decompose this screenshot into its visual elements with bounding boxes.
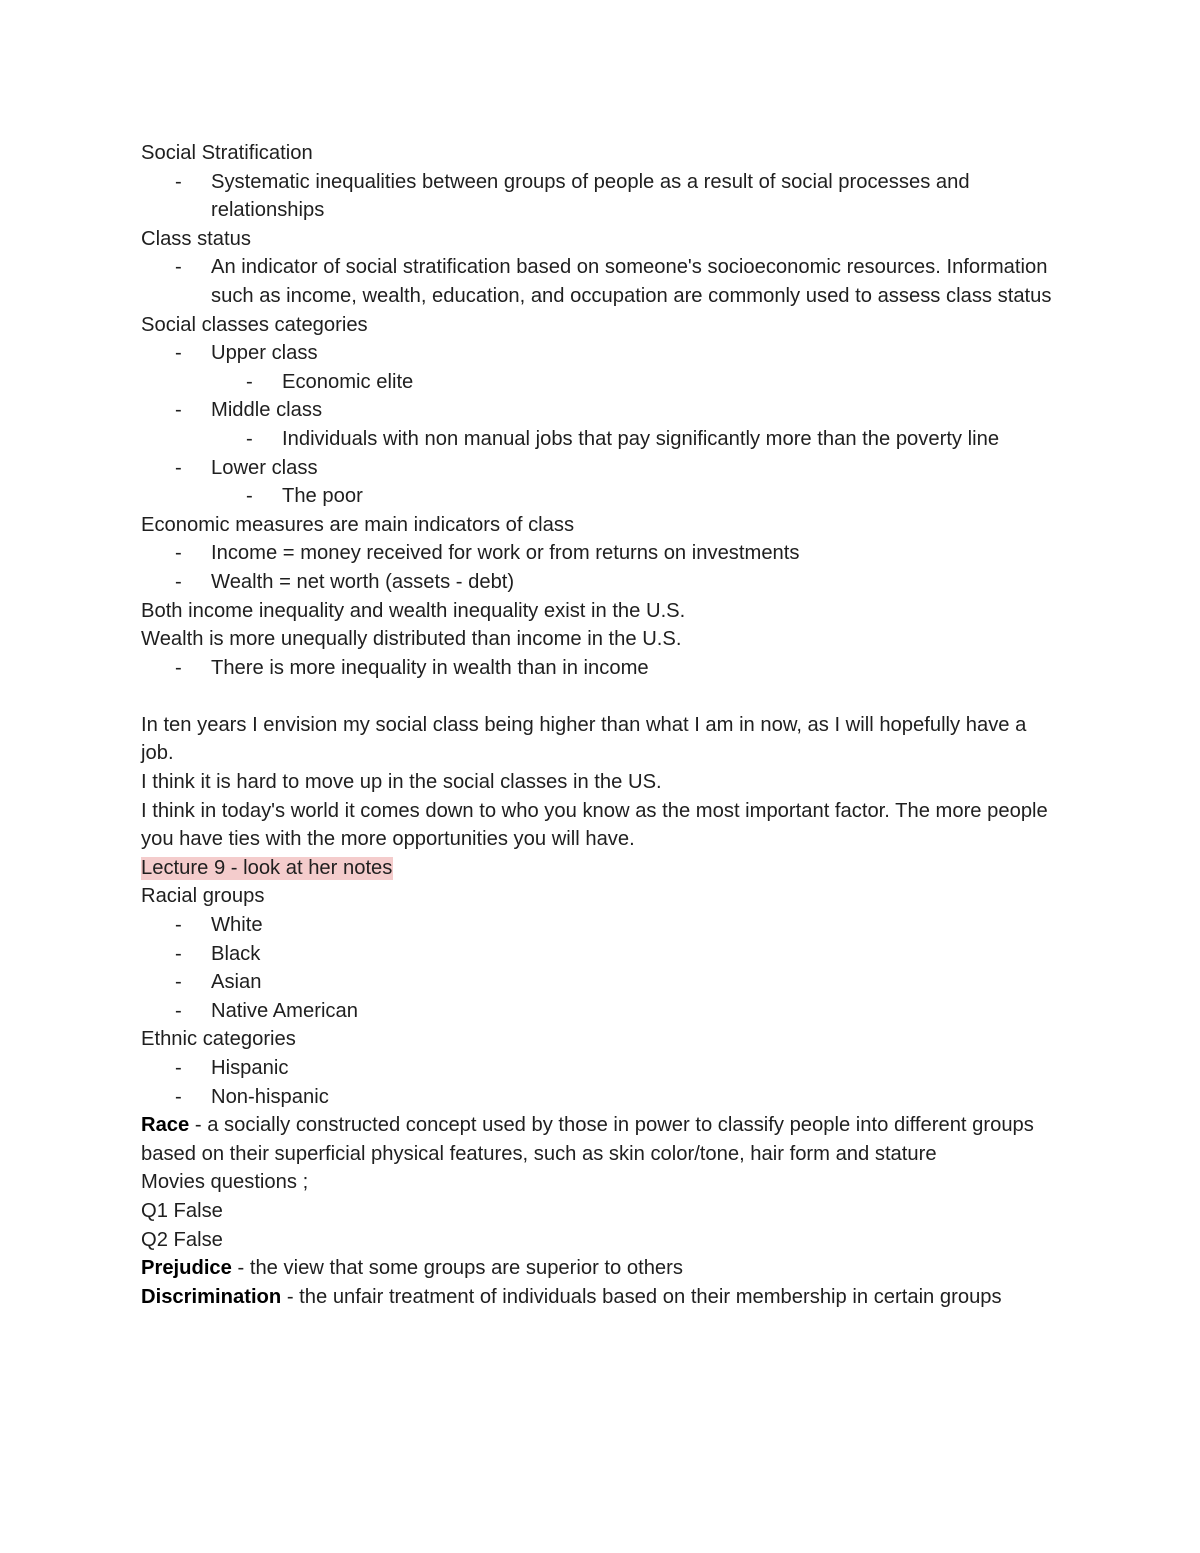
highlighted-lecture-note: Lecture 9 - look at her notes (141, 856, 393, 879)
list-dash: - (175, 656, 182, 679)
list-item (141, 396, 1061, 425)
list-item (141, 539, 1061, 568)
list-item (141, 997, 1061, 1026)
lecture-note-line (141, 854, 1061, 883)
list-item-text: Non-hispanic (211, 1085, 329, 1108)
list-dash: - (175, 1085, 182, 1108)
term-discrimination: Discrimination (141, 1285, 282, 1308)
heading-racial-groups: Racial groups (141, 885, 265, 908)
definition-prejudice (141, 1254, 1061, 1283)
list-item-text: Lower class (211, 456, 318, 479)
list-dash: - (175, 971, 182, 994)
list-dash: - (246, 370, 253, 393)
list-item-text: There is more inequality in wealth than in income (211, 656, 649, 679)
heading-ethnic-categories: Ethnic categories (141, 1028, 296, 1051)
paragraph-reflection-1: In ten years I envision my social class being higher than what I am in now, as I will hopefully have a job. (141, 713, 1027, 765)
list-item-text: Hispanic (211, 1057, 289, 1079)
list-item-text: Income = money received for work or from returns on investments (211, 542, 800, 565)
sub-list-item (141, 368, 1061, 397)
heading-class-status: Class status (141, 227, 251, 250)
list-item (141, 339, 1061, 368)
document-page (141, 139, 1061, 1311)
list-item-text: Black (211, 942, 261, 965)
list-item-text: Asian (211, 971, 262, 994)
heading-movies-questions: Movies questions ; (141, 1171, 309, 1194)
list-dash: - (175, 999, 182, 1022)
list-item-text: An indicator of social stratification based on someone's socioeconomic resources. Information such as income, wealth, education, and occupation are commonly used to assess class status (211, 256, 1052, 307)
heading-wealth-unequal: Wealth is more unequally distributed than income in the U.S. (141, 628, 682, 651)
list-dash: - (175, 542, 182, 565)
list-item-text: Upper class (211, 342, 318, 365)
list-item-text: Native American (211, 999, 358, 1022)
definition-prejudice-text: - the view that some groups are superior to others (231, 1257, 683, 1280)
definition-race (141, 1111, 1061, 1168)
list-item-text: Middle class (211, 399, 323, 422)
list-item (141, 911, 1061, 940)
list-item-text: Systematic inequalities between groups of people as a result of social processes and relationships (211, 170, 970, 222)
list-item-text: Wealth = net worth (assets - debt) (211, 570, 515, 593)
list-dash: - (175, 1057, 182, 1079)
definition-discrimination (141, 1283, 1061, 1312)
paragraph-both-income: Both income inequality and wealth inequality exist in the U.S. (141, 599, 686, 622)
list-dash: - (175, 170, 182, 193)
definition-race-text: - a socially constructed concept used by those in power to classify people into different groups based on their superficial physical features, such as skin color/tone, hair form and stature (141, 1114, 1034, 1165)
answer-q1: Q1 False (141, 1199, 223, 1222)
sub-list-item-text: Economic elite (282, 370, 414, 393)
term-prejudice: Prejudice (141, 1257, 232, 1280)
list-dash: - (246, 485, 253, 508)
definition-discrimination-text: - the unfair treatment of individuals based on their membership in certain groups (281, 1285, 1002, 1308)
list-item-text: White (211, 914, 263, 937)
list-item (141, 1083, 1061, 1112)
term-race: Race (141, 1114, 190, 1137)
heading-economic-measures: Economic measures are main indicators of class (141, 513, 575, 536)
list-item (141, 454, 1061, 483)
list-item (141, 940, 1061, 969)
list-item (141, 568, 1061, 597)
list-item (141, 253, 1061, 310)
list-item (141, 168, 1061, 225)
list-dash: - (175, 256, 182, 279)
list-dash: - (175, 342, 182, 365)
sub-list-item (141, 425, 1061, 454)
list-dash: - (175, 914, 182, 937)
list-dash: - (246, 427, 253, 450)
paragraph-reflection-2: I think it is hard to move up in the social classes in the US. (141, 771, 662, 794)
heading-social-classes: Social classes categories (141, 313, 368, 336)
list-item (141, 1054, 1061, 1083)
list-dash: - (175, 399, 182, 422)
sub-list-item-text: Individuals with non manual jobs that pay significantly more than the poverty line (282, 427, 1000, 450)
heading-social-stratification: Social Stratification (141, 142, 313, 164)
list-dash: - (175, 570, 182, 593)
list-dash: - (175, 456, 182, 479)
list-item (141, 968, 1061, 997)
list-item (141, 654, 1061, 683)
list-dash: - (175, 942, 182, 965)
sub-list-item (141, 482, 1061, 511)
sub-list-item-text: The poor (282, 485, 363, 508)
paragraph-reflection-3: I think in today's world it comes down to who you know as the most important factor. The more people you have ties with the more opportunities you will have. (141, 799, 1048, 851)
answer-q2: Q2 False (141, 1228, 223, 1251)
blank-line (141, 682, 1061, 711)
